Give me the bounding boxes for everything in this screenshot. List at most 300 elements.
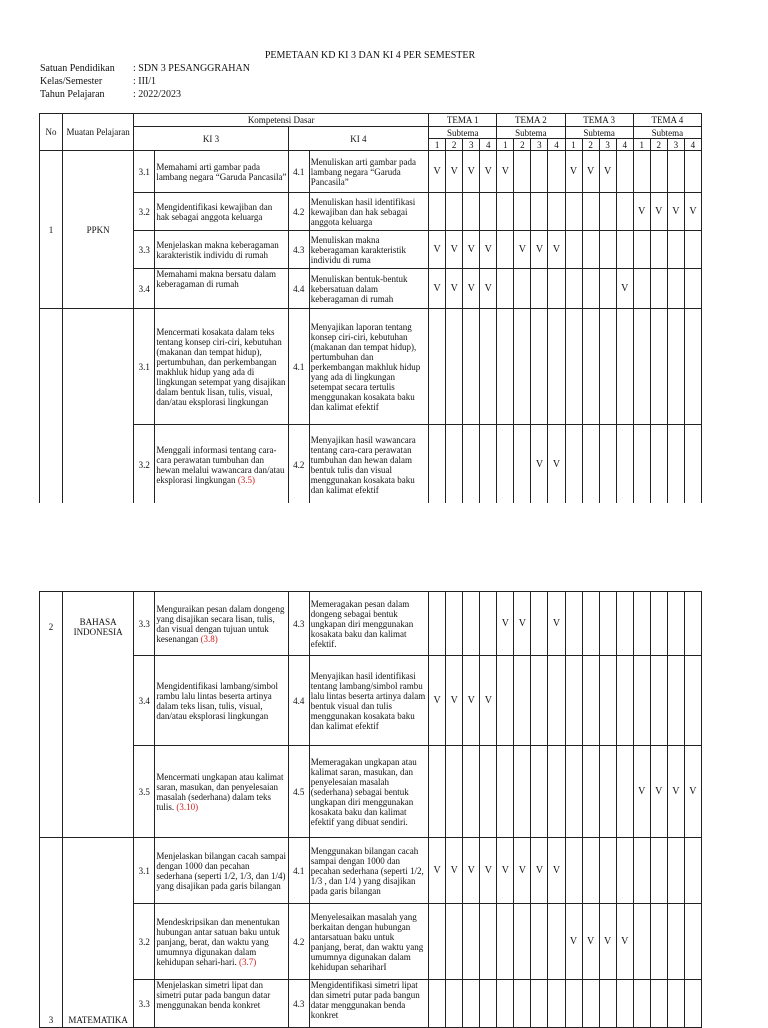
check-mark: V [633, 746, 650, 838]
check-mark: V [480, 269, 497, 309]
check-mark: V [582, 151, 599, 193]
empty-cell [446, 980, 463, 1028]
kd4-text: Menuliskan arti gambar pada lambang negara “Garuda Pancasila” [309, 151, 428, 193]
table-row [40, 980, 702, 1028]
empty-cell [684, 904, 701, 980]
empty-cell [497, 656, 514, 746]
header-subtema: Subtema [429, 127, 497, 139]
empty-cell [599, 269, 616, 309]
kd4-code: 4.2 [288, 904, 309, 980]
empty-cell [480, 425, 497, 505]
check-mark: V [429, 838, 446, 904]
check-mark: V [446, 838, 463, 904]
empty-cell [514, 904, 531, 980]
subject-number-label: 2 [48, 621, 54, 632]
empty-cell [582, 592, 599, 656]
kd3-text: Memahami makna bersatu dalam keberagaman di rumah [155, 269, 288, 309]
header-kompetensi: Kompetensi Dasar [134, 114, 429, 127]
empty-cell [582, 193, 599, 231]
empty-cell [582, 746, 599, 838]
table-row [40, 425, 702, 505]
kd3-code: 3.1 [134, 838, 155, 904]
table-row [40, 269, 702, 309]
header-row [40, 114, 702, 127]
check-mark: V [684, 193, 701, 231]
empty-cell [667, 904, 684, 980]
kd4-text: Menyajikan laporan tentang konsep ciri-ciri, kebutuhan (makanan dan tempat hidup), pertumbuhan dan perkembangan makhluk hidup yang ada di lingkungan setempat secara tertulis menggunakan kosakata baku dan kalimat efektif [309, 309, 428, 425]
check-mark: V [667, 746, 684, 838]
kd3-text: Menjelaskan bilangan cacah sampai dengan 1000 dan pecahan sederhana (seperti 1/2, 1/3, dan 1/4) yang disajikan pada garis bilangan [155, 838, 288, 904]
empty-cell [582, 838, 599, 904]
header-subtema: Subtema [497, 127, 565, 139]
empty-cell [684, 231, 701, 269]
kd3-text: Menjelaskan makna keberagaman karakteristik individu di rumah [155, 231, 288, 269]
empty-cell [616, 980, 633, 1028]
kd3-code: 3.2 [134, 425, 155, 505]
empty-cell [650, 838, 667, 904]
empty-cell [565, 231, 582, 269]
check-mark: V [463, 838, 480, 904]
empty-cell [548, 151, 565, 193]
empty-cell [497, 231, 514, 269]
empty-cell [497, 980, 514, 1028]
empty-cell [463, 309, 480, 425]
empty-cell [446, 592, 463, 656]
empty-cell [599, 980, 616, 1028]
header-ki3: KI 3 [134, 127, 288, 151]
subject-name [63, 592, 134, 838]
kd3-code: 3.2 [134, 904, 155, 980]
document-title: PEMETAAN KD KI 3 DAN KI 4 PER SEMESTER [264, 50, 476, 61]
subject-number: 3 [40, 838, 63, 1028]
empty-cell [582, 269, 599, 309]
check-mark: V [463, 269, 480, 309]
empty-cell [616, 656, 633, 746]
subject-name: PPKN [63, 151, 134, 309]
empty-cell [548, 269, 565, 309]
kd3-text [155, 425, 288, 505]
empty-cell [429, 904, 446, 980]
empty-cell [599, 309, 616, 425]
empty-cell [650, 904, 667, 980]
check-mark: V [548, 425, 565, 505]
empty-cell [446, 309, 463, 425]
empty-cell [548, 193, 565, 231]
kd4-code: 4.3 [288, 592, 309, 656]
kd3-code: 3.1 [134, 309, 155, 425]
empty-cell [616, 838, 633, 904]
empty-cell [497, 746, 514, 838]
empty-cell [531, 980, 548, 1028]
kd3-text: Mencermati kosakata dalam teks tentang konsep ciri-ciri, kebutuhan (makanan dan tempat hidup), pertumbuhan, dan perkembangan makhluk hidup yang ada di lingkungan setempat yang disajikan dalam bentuk lisan, tulis, visual, dan/atau eksplorasi lingkungan [155, 309, 288, 425]
empty-cell [565, 592, 582, 656]
check-mark: V [599, 904, 616, 980]
empty-cell [599, 592, 616, 656]
empty-cell [514, 425, 531, 505]
kd4-code: 4.1 [288, 151, 309, 193]
subtema-number: 3 [599, 139, 616, 151]
check-mark: V [650, 193, 667, 231]
empty-cell [497, 269, 514, 309]
kd3-text: Mengidentifikasi lambang/simbol rambu lalu lintas beserta artinya dalam teks lisan, tulis, visual, dan/atau eksplorasi lingkungan [155, 656, 288, 746]
empty-cell [582, 309, 599, 425]
empty-cell [667, 269, 684, 309]
kd3-code: 3.3 [134, 231, 155, 269]
check-mark: V [616, 269, 633, 309]
empty-cell [497, 193, 514, 231]
info-label: Kelas/Semester [40, 76, 103, 87]
check-mark: V [446, 269, 463, 309]
empty-cell [565, 193, 582, 231]
empty-cell [463, 193, 480, 231]
check-mark: V [463, 231, 480, 269]
check-mark: V [667, 193, 684, 231]
kd4-code: 4.5 [288, 746, 309, 838]
check-mark: V [446, 656, 463, 746]
empty-cell [429, 309, 446, 425]
empty-cell [514, 980, 531, 1028]
info-value: : III/1 [133, 76, 157, 87]
table-row [40, 904, 702, 980]
kd4-text: Memeragakan pesan dalam dongeng sebagai bentuk ungkapan diri menggunakan kosakata baku dan kalimat efektif. [309, 592, 428, 656]
empty-cell [514, 269, 531, 309]
empty-cell [531, 269, 548, 309]
kd3-reference: (3.10) [176, 801, 199, 812]
empty-cell [429, 746, 446, 838]
info-value: : 2022/2023 [133, 89, 182, 100]
empty-cell [582, 980, 599, 1028]
subtema-number: 4 [548, 139, 565, 151]
empty-cell [531, 309, 548, 425]
empty-cell [429, 425, 446, 505]
header-muatan: Muatan Pelajaran [63, 114, 134, 151]
subtema-number: 2 [582, 139, 599, 151]
empty-cell [548, 656, 565, 746]
check-mark: V [531, 231, 548, 269]
empty-cell [565, 309, 582, 425]
empty-cell [667, 980, 684, 1028]
empty-cell [633, 592, 650, 656]
empty-cell [463, 980, 480, 1028]
check-mark: V [463, 656, 480, 746]
kd4-text: Mengidentifikasi simetri lipat dan simetri putar pada bangun datar menggunakan benda konkret [309, 980, 428, 1028]
empty-cell [616, 193, 633, 231]
header-subtema: Subtema [565, 127, 633, 139]
empty-cell [633, 231, 650, 269]
empty-cell [548, 309, 565, 425]
empty-cell [531, 656, 548, 746]
header-row [40, 127, 702, 139]
empty-cell [565, 980, 582, 1028]
kd-mapping-table-page2 [39, 591, 702, 1028]
empty-cell [633, 980, 650, 1028]
empty-cell [548, 746, 565, 838]
empty-cell [667, 592, 684, 656]
empty-cell [650, 592, 667, 656]
empty-cell [480, 309, 497, 425]
info-label: Tahun Pelajaran [40, 89, 105, 100]
check-mark: V [514, 592, 531, 656]
check-mark: V [633, 193, 650, 231]
empty-cell [616, 425, 633, 505]
check-mark: V [480, 838, 497, 904]
empty-cell [531, 746, 548, 838]
check-mark: V [531, 425, 548, 505]
subject-name-label: BAHASA INDONESIA [73, 616, 123, 637]
subject-number: 1 [40, 151, 63, 309]
empty-cell [616, 746, 633, 838]
check-mark: V [497, 592, 514, 656]
empty-cell [582, 231, 599, 269]
header-tema-2: TEMA 2 [497, 114, 565, 127]
subtema-number: 1 [565, 139, 582, 151]
kd4-code: 4.2 [288, 425, 309, 505]
empty-cell [599, 838, 616, 904]
kd3-text [155, 746, 288, 838]
empty-cell [463, 746, 480, 838]
empty-cell [514, 746, 531, 838]
check-mark: V [565, 904, 582, 980]
kd3-reference: (3.5) [237, 474, 256, 485]
empty-cell [633, 904, 650, 980]
empty-cell [565, 746, 582, 838]
check-mark: V [480, 231, 497, 269]
check-mark: V [497, 151, 514, 193]
empty-cell [684, 309, 701, 425]
check-mark: V [514, 231, 531, 269]
check-mark: V [650, 746, 667, 838]
subject-number [40, 592, 63, 838]
empty-cell [514, 151, 531, 193]
check-mark: V [429, 231, 446, 269]
empty-cell [531, 904, 548, 980]
empty-cell [463, 904, 480, 980]
empty-cell [599, 656, 616, 746]
empty-cell [684, 656, 701, 746]
empty-cell [548, 980, 565, 1028]
kd3-reference: (3.7) [239, 956, 257, 967]
header-subtema: Subtema [633, 127, 701, 139]
kd4-code: 4.4 [288, 269, 309, 309]
empty-cell [514, 193, 531, 231]
table-row [40, 746, 702, 838]
empty-cell [599, 193, 616, 231]
subtema-number: 2 [514, 139, 531, 151]
kd4-code: 4.3 [288, 231, 309, 269]
empty-cell [667, 151, 684, 193]
kd4-text: Menuliskan makna keberagaman karakteristik individu di ruma [309, 231, 428, 269]
table-row [40, 656, 702, 746]
table-row [40, 193, 702, 231]
empty-cell [599, 231, 616, 269]
kd4-text: Memeragakan ungkapan atau kalimat saran, masukan, dan penyelesaian masalah (sederhana) sebagai bentuk ungkapan diri menggunakan kosakata baku dan kalimat efektif yang dibuat sendiri. [309, 746, 428, 838]
check-mark: V [548, 231, 565, 269]
empty-cell [429, 592, 446, 656]
empty-cell [684, 425, 701, 505]
subtema-number: 4 [684, 139, 701, 151]
empty-cell [480, 904, 497, 980]
kd3-code: 3.3 [134, 592, 155, 656]
kd3-text-body: Mencermati ungkapan atau kalimat saran, masukan, dan penyelesaian masalah (sederhana) dalam teks tulis. [156, 771, 284, 812]
empty-cell [650, 980, 667, 1028]
subject-name: MATEMATIKA [63, 838, 134, 1028]
kd4-text: Menyelesaikan masalah yang berkaitan dengan hubungan antarsatuan baku untuk panjang, berat, dan waktu yang umumnya digunakan dalam kehidupan sehariharI [309, 904, 428, 980]
empty-cell [514, 656, 531, 746]
subtema-number: 4 [616, 139, 633, 151]
empty-cell [429, 193, 446, 231]
kd3-text: Memahami arti gambar pada lambang negara “Garuda Pancasila” [155, 151, 288, 193]
empty-cell [480, 980, 497, 1028]
empty-cell [531, 151, 548, 193]
subject-number-continued [40, 309, 63, 505]
kd4-code: 4.3 [288, 980, 309, 1028]
empty-cell [667, 838, 684, 904]
empty-cell [684, 980, 701, 1028]
empty-cell [565, 838, 582, 904]
kd3-text-body: Mendeskripsikan dan menentukan hubungan antar satuan baku untuk panjang, berat, dan waktu yang umumnya digunakan dalam kehidupan sehari-hari. [156, 916, 280, 967]
empty-cell [463, 425, 480, 505]
empty-cell [667, 656, 684, 746]
empty-cell [446, 904, 463, 980]
kd3-text [155, 904, 288, 980]
empty-cell [565, 425, 582, 505]
kd4-code: 4.1 [288, 838, 309, 904]
empty-cell [480, 746, 497, 838]
empty-cell [633, 656, 650, 746]
empty-cell [633, 309, 650, 425]
check-mark: V [446, 231, 463, 269]
table-row [40, 838, 702, 904]
empty-cell [684, 838, 701, 904]
empty-cell [633, 269, 650, 309]
check-mark: V [684, 746, 701, 838]
empty-cell [667, 309, 684, 425]
check-mark: V [497, 838, 514, 904]
empty-cell [616, 309, 633, 425]
header-tema-1: TEMA 1 [429, 114, 497, 127]
empty-cell [514, 309, 531, 425]
kd3-code: 3.1 [134, 151, 155, 193]
empty-cell [650, 269, 667, 309]
kd4-text: Menuliskan bentuk-bentuk kebersatuan dalam keberagaman di rumah [309, 269, 428, 309]
check-mark: V [480, 151, 497, 193]
info-label: Satuan Pendidikan [40, 63, 115, 74]
kd4-text: Menuliskan hasil identifikasi kewajiban dan hak sebagai anggota keluarga [309, 193, 428, 231]
kd4-text: Menyajikan hasil identifikasi tentang lambang/simbol rambu lalu lintas beserta artinya dalam bentuk visual dan tulis menggunakan kosakata baku dan kalimat efektif [309, 656, 428, 746]
empty-cell [616, 231, 633, 269]
kd4-text: Menyajikan hasil wawancara tentang cara-cara perawatan tumbuhan dan hewan dalam bentuk tulis dan visual menggunakan kosakata baku dan kalimat efektif [309, 425, 428, 505]
empty-cell [446, 193, 463, 231]
empty-cell [497, 904, 514, 980]
check-mark: V [548, 592, 565, 656]
empty-cell [633, 425, 650, 505]
empty-cell [582, 656, 599, 746]
check-mark: V [616, 904, 633, 980]
empty-cell [463, 592, 480, 656]
info-year [40, 89, 181, 101]
subtema-number: 2 [650, 139, 667, 151]
table-row [40, 231, 702, 269]
header-no: No [40, 114, 63, 151]
check-mark: V [463, 151, 480, 193]
check-mark: V [548, 838, 565, 904]
subtema-number: 3 [531, 139, 548, 151]
empty-cell [480, 592, 497, 656]
subtema-number: 3 [667, 139, 684, 151]
empty-cell [429, 980, 446, 1028]
kd3-code: 3.2 [134, 193, 155, 231]
empty-cell [582, 425, 599, 505]
kd3-code: 3.4 [134, 269, 155, 309]
check-mark: V [531, 838, 548, 904]
kd4-code: 4.2 [288, 193, 309, 231]
empty-cell [497, 309, 514, 425]
kd3-code: 3.5 [134, 746, 155, 838]
check-mark: V [514, 838, 531, 904]
check-mark: V [429, 151, 446, 193]
empty-cell [548, 904, 565, 980]
empty-cell [446, 746, 463, 838]
check-mark: V [582, 904, 599, 980]
empty-cell [531, 193, 548, 231]
empty-cell [650, 309, 667, 425]
check-mark: V [429, 656, 446, 746]
kd4-code: 4.4 [288, 656, 309, 746]
empty-cell [531, 592, 548, 656]
subtema-number: 2 [446, 139, 463, 151]
empty-cell [684, 269, 701, 309]
kd-mapping-table-page1 [39, 113, 702, 505]
empty-cell [480, 193, 497, 231]
empty-cell [616, 592, 633, 656]
empty-cell [650, 425, 667, 505]
empty-cell [633, 151, 650, 193]
kd3-text-body: Menggali informasi tentang cara-cara perawatan tumbuhan dan hewan melalui wawancara dan/atau eksplorasi lingkungan [156, 444, 285, 485]
info-value: : SDN 3 PESANGGRAHAN [133, 63, 250, 74]
kd3-text: Menjelaskan simetri lipat dan simetri putar pada bangun datar menggunakan benda konkret [155, 980, 288, 1028]
check-mark: V [565, 151, 582, 193]
kd4-text: Menggunakan bilangan cacah sampai dengan 1000 dan pecahan sederhana (seperti 1/2, 1/3 , dan 1/4 ) yang disajikan pada garis bilangan [309, 838, 428, 904]
check-mark: V [599, 151, 616, 193]
info-school [40, 63, 250, 75]
kd3-code: 3.4 [134, 656, 155, 746]
header-ki4: KI 4 [288, 127, 428, 151]
page-gap [0, 503, 768, 591]
info-class [40, 76, 156, 88]
empty-cell [667, 231, 684, 269]
header-tema-3: TEMA 3 [565, 114, 633, 127]
empty-cell [684, 592, 701, 656]
table-row [40, 309, 702, 425]
table-row [40, 592, 702, 656]
kd3-code: 3.3 [134, 980, 155, 1028]
empty-cell [446, 425, 463, 505]
empty-cell [616, 151, 633, 193]
kd4-code: 4.1 [288, 309, 309, 425]
empty-cell [667, 425, 684, 505]
empty-cell [497, 425, 514, 505]
header-tema-4: TEMA 4 [633, 114, 701, 127]
check-mark: V [429, 269, 446, 309]
empty-cell [650, 231, 667, 269]
subtema-number: 3 [463, 139, 480, 151]
subject-name-continued [63, 309, 134, 505]
empty-cell [599, 746, 616, 838]
empty-cell [565, 656, 582, 746]
empty-cell [650, 151, 667, 193]
kd3-reference: (3.8) [200, 633, 218, 644]
empty-cell [565, 269, 582, 309]
